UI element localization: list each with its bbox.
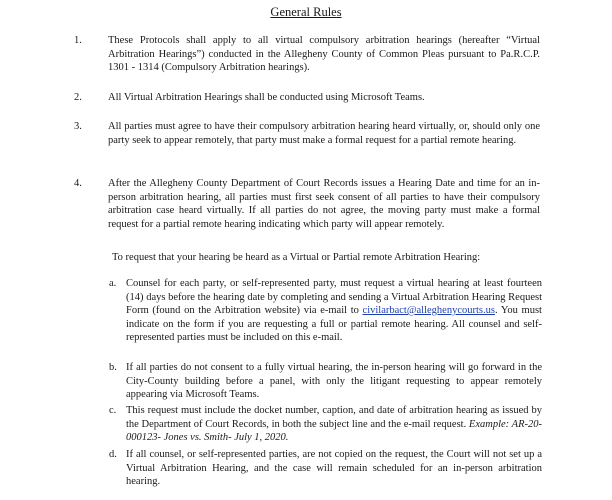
sub-item-text (126, 277, 542, 345)
email-link[interactable]: civilarbact@alleghenycourts.us (362, 305, 495, 316)
rule-text: All parties must agree to have their compulsory arbitration hearing heard virtually, or, should only one party seek to appear remotely, that party must make a formal request for a partial remote hearing. (108, 121, 540, 146)
rule-text: All Virtual Arbitration Hearings shall be conducted using Microsoft Teams. (108, 92, 425, 103)
sub-item-letter: b. (109, 362, 117, 373)
sub-item-text-after: . You must indicate on the form if you are requesting a full or partial remote hearing. All counsel and self-represented parties must be included on this e-mail. (126, 305, 542, 343)
sub-item-letter: c. (109, 405, 117, 416)
rule-number: 4. (74, 178, 82, 189)
sub-item-text-main: This request must include the docket number, caption, and date of arbitration hearing as issued by the Department of Court Records, in both the subject line and the e-mail request. (126, 405, 542, 430)
sub-item-text: If all parties do not consent to a fully virtual hearing, the in-person hearing will go forward in the City-County building before a panel, with only the litigant requesting to appear remotely appearing via Microsoft Teams. (126, 362, 542, 400)
request-intro: To request that your hearing be heard as a Virtual or Partial remote Arbitration Hearing: (112, 252, 481, 263)
rule-number: 3. (74, 121, 82, 132)
rule-number: 2. (74, 92, 82, 103)
rule-text: After the Allegheny County Department of Court Records issues a Hearing Date and time for an in-person arbitration hearing, all parties must first seek consent of all parties to have their compulsory arbitration case heard virtually. If all parties do not agree, the moving party must make a formal request for a partial remote hearing indicating which party will appear remotely. (108, 178, 540, 230)
sub-item-text-before: Counsel for each party, or self-represented party, must request a virtual hearing at least fourteen (14) days before the hearing date by completing and sending a Virtual Arbitration Hearing Request Form (found on the Arbitration website) via e-mail to (126, 278, 542, 316)
sub-item-letter: a. (109, 278, 117, 289)
sub-item-text (126, 404, 542, 445)
page-title: General Rules (270, 5, 342, 19)
example-text: Example: AR-20-000123- Jones vs. Smith- July 1, 2020. (126, 418, 542, 443)
rule-number: 1. (74, 35, 82, 46)
sub-item-text: If all counsel, or self-represented parties, are not copied on the request, the Court will not set up a Virtual Arbitration Hearing, and the case will remain scheduled for an in-person arbitration hearing. (126, 449, 542, 487)
sub-item-letter: d. (109, 449, 117, 460)
rule-text: These Protocols shall apply to all virtual compulsory arbitration hearings (hereafter “Virtual Arbitration Hearings”) conducted in the Allegheny County of Common Pleas pursuant to Pa.R.C.P. 1301 - 1314 (Compulsory Arbitration hearings). (108, 35, 540, 73)
